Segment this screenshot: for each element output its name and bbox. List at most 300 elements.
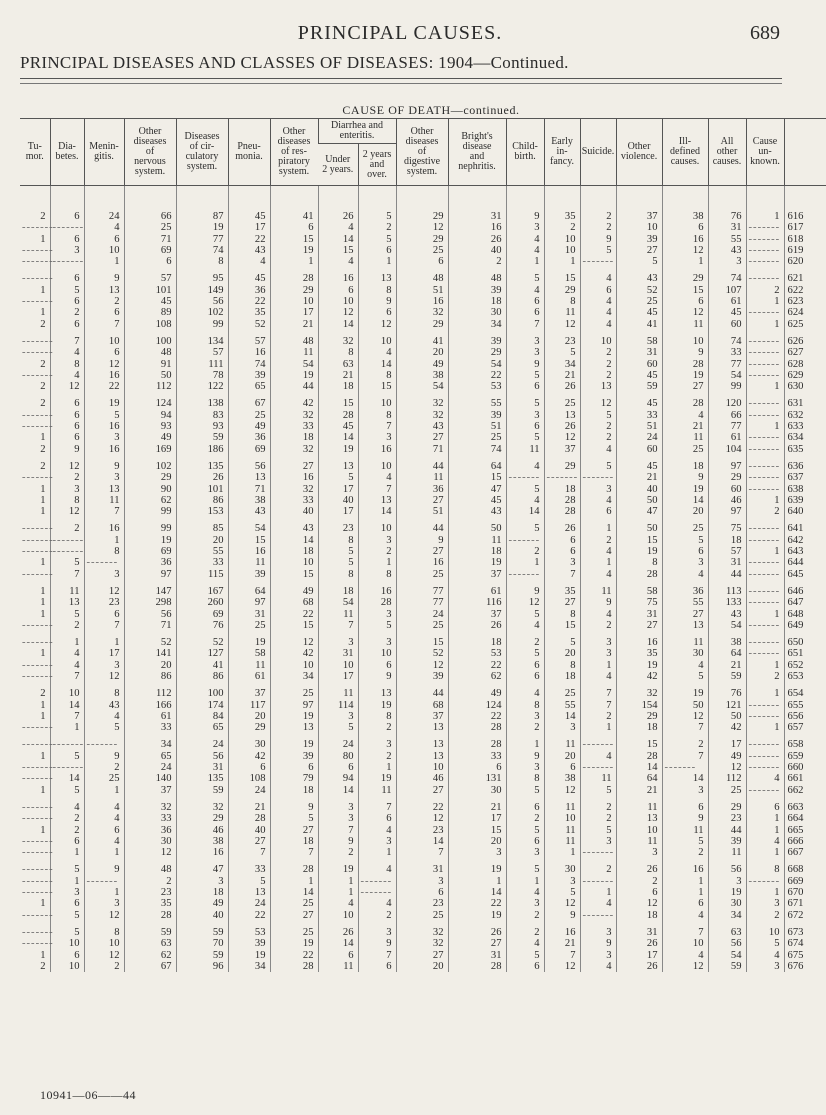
table-cell: 4: [358, 825, 396, 836]
table-cell: 33: [270, 495, 318, 506]
table-cell: 59: [708, 961, 746, 972]
table-cell: 39: [396, 671, 448, 682]
table-cell: 60: [616, 444, 662, 455]
table-cell: -------: [746, 785, 784, 796]
table-cell: 26: [448, 234, 506, 245]
table-cell: 28: [616, 569, 662, 580]
table-cell: 4: [580, 307, 616, 318]
table-cell: 75: [616, 597, 662, 608]
table-cell: 56: [708, 938, 746, 949]
column-header: [784, 119, 826, 186]
table-row: [20, 461, 826, 472]
table-cell: 26: [544, 381, 580, 392]
table-cell: 15: [270, 569, 318, 580]
table-cell: 5: [358, 211, 396, 222]
table-cell: 16: [228, 347, 270, 358]
empty-cell: [544, 186, 580, 212]
table-cell: 1: [448, 876, 506, 887]
table-cell: 17: [228, 222, 270, 233]
table-cell: 15: [358, 381, 396, 392]
table-cell: 1: [40, 506, 46, 518]
table-cell: 14: [318, 234, 358, 245]
row-number: 656: [784, 711, 826, 722]
table-cell: 12: [396, 660, 448, 671]
table-cell: 15: [396, 637, 448, 648]
table-cell: 3: [580, 836, 616, 847]
table-cell: 108: [124, 319, 176, 330]
table-cell: -------: [22, 887, 54, 899]
table-cell: 9: [662, 813, 708, 824]
table-cell: 3: [662, 557, 708, 568]
table-cell: 40: [616, 484, 662, 495]
table-subtitle: PRINCIPAL DISEASES AND CLASSES OF DISEASES: 1904—Continued.: [20, 53, 569, 72]
table-cell: 3: [506, 898, 544, 909]
row-number: 650: [784, 637, 826, 648]
table-cell: 6: [358, 307, 396, 318]
table-cell: 5: [318, 557, 358, 568]
table-cell: 54: [228, 523, 270, 534]
table-cell: 16: [270, 472, 318, 483]
table-cell: 1: [580, 887, 616, 898]
table-cell: 4: [358, 347, 396, 358]
row-number: 636: [784, 461, 826, 472]
row-number: 669: [784, 876, 826, 887]
table-cell: 3: [506, 410, 544, 421]
table-cell: 12: [50, 506, 84, 517]
table-cell: 7: [84, 506, 124, 517]
table-cell: 4: [580, 319, 616, 330]
empty-cell: [358, 186, 396, 212]
table-cell: 94: [318, 773, 358, 784]
column-header: Other diseases of digestive system.: [396, 119, 448, 186]
table-cell: 12: [318, 307, 358, 318]
table-cell: 43: [84, 700, 124, 711]
table-cell: 20: [544, 751, 580, 762]
table-cell: 2: [84, 296, 124, 307]
table-cell: 25: [228, 620, 270, 631]
table-cell: 96: [176, 961, 228, 972]
table-cell: 18: [270, 546, 318, 557]
table-cell: 5: [50, 927, 84, 938]
table-cell: 3: [318, 711, 358, 722]
table-cell: 186: [176, 444, 228, 455]
table-row: [20, 898, 826, 909]
table-cell: -------: [580, 910, 616, 921]
table-cell: 112: [708, 773, 746, 784]
table-cell: 74: [448, 444, 506, 455]
table-cell: 58: [228, 648, 270, 659]
table-cell: 97: [708, 461, 746, 472]
row-number: 642: [784, 535, 826, 546]
table-cell: 12: [50, 461, 84, 472]
table-cell: 13: [84, 285, 124, 296]
row-number: 627: [784, 347, 826, 358]
table-cell: 19: [84, 398, 124, 409]
table-cell: 7: [270, 847, 318, 858]
table-cell: 124: [124, 398, 176, 409]
column-header: Other diseases of res- piratory system.: [270, 119, 318, 186]
table-cell: 17: [84, 648, 124, 659]
table-row: [20, 546, 826, 557]
table-cell: 54: [396, 381, 448, 392]
table-cell: 1: [746, 421, 784, 432]
table-cell: 21: [228, 802, 270, 813]
table-cell: 14: [616, 762, 662, 773]
table-cell: 10: [662, 336, 708, 347]
table-cell: 4: [580, 495, 616, 506]
table-cell: 6: [84, 347, 124, 358]
table-row: [20, 597, 826, 608]
table-cell: 5: [616, 256, 662, 267]
table-cell: -------: [746, 461, 784, 472]
table-cell: 6: [318, 285, 358, 296]
table-cell: 8: [318, 347, 358, 358]
table-cell: 11: [580, 773, 616, 784]
table-cell: 31: [448, 211, 506, 222]
table-cell: 3: [506, 847, 544, 858]
table-cell: 35: [228, 307, 270, 318]
table-cell: 36: [124, 825, 176, 836]
table-cell: 90: [124, 484, 176, 495]
table-cell: 6: [270, 762, 318, 773]
table-cell: -------: [22, 926, 54, 938]
table-cell: 8: [746, 864, 784, 875]
table-cell: 36: [228, 432, 270, 443]
empty-cell: [270, 186, 318, 212]
table-cell: 10: [318, 660, 358, 671]
table-cell: 32: [396, 410, 448, 421]
table-row: [20, 739, 826, 750]
table-cell: 1: [40, 824, 46, 836]
row-number: 616: [784, 211, 826, 222]
table-cell: 7: [318, 620, 358, 631]
table-cell: 16: [358, 444, 396, 455]
table-cell: 18: [270, 432, 318, 443]
table-cell: 24: [318, 739, 358, 750]
table-cell: 17: [318, 506, 358, 517]
table-cell: 49: [228, 421, 270, 432]
empty-cell: [228, 186, 270, 212]
table-cell: 8: [358, 711, 396, 722]
table-cell: 31: [616, 927, 662, 938]
table-cell: 2: [746, 671, 784, 682]
table-cell: 42: [270, 648, 318, 659]
row-number: 649: [784, 620, 826, 631]
table-cell: 54: [318, 597, 358, 608]
table-cell: 49: [270, 586, 318, 597]
table-cell: 2: [580, 211, 616, 222]
table-cell: 2: [580, 802, 616, 813]
table-cell: 27: [396, 950, 448, 961]
table-cell: 26: [448, 620, 506, 631]
table-cell: 17: [318, 671, 358, 682]
table-cell: -------: [22, 835, 54, 847]
table-cell: 7: [50, 336, 84, 347]
table-cell: 86: [176, 671, 228, 682]
table-cell: -------: [50, 546, 84, 557]
table-cell: 47: [616, 506, 662, 517]
table-cell: 25: [616, 296, 662, 307]
table-cell: -------: [746, 751, 784, 762]
table-cell: 43: [228, 506, 270, 517]
table-cell: 25: [270, 898, 318, 909]
table-cell: 4: [50, 648, 84, 659]
table-cell: -------: [580, 256, 616, 267]
table-cell: 15: [270, 620, 318, 631]
table-cell: -------: [746, 648, 784, 659]
row-number: 651: [784, 648, 826, 659]
table-cell: 15: [616, 535, 662, 546]
table-cell: 28: [544, 495, 580, 506]
column-header: Bright's disease and nephritis.: [448, 119, 506, 186]
table-cell: 11: [616, 836, 662, 847]
table-cell: 5: [506, 432, 544, 443]
table-cell: 9: [580, 938, 616, 949]
table-cell: 6: [580, 285, 616, 296]
table-cell: 34: [448, 319, 506, 330]
table-cell: 2: [40, 443, 46, 455]
table-cell: 7: [662, 722, 708, 733]
table-cell: 71: [124, 620, 176, 631]
table-row: [20, 620, 826, 631]
table-cell: 111: [176, 359, 228, 370]
table-cell: 22: [270, 609, 318, 620]
table-cell: 62: [448, 671, 506, 682]
table-cell: 8: [616, 557, 662, 568]
table-cell: 89: [124, 307, 176, 318]
table-cell: 40: [448, 245, 506, 256]
table-cell: 3: [506, 222, 544, 233]
table-cell: 7: [50, 711, 84, 722]
row-number: 655: [784, 700, 826, 711]
table-cell: 14: [662, 773, 708, 784]
table-cell: 13: [580, 381, 616, 392]
table-cell: 76: [708, 211, 746, 222]
table-row: [20, 876, 826, 887]
table-cell: 77: [708, 359, 746, 370]
table-cell: 54: [270, 359, 318, 370]
table-cell: 4: [662, 660, 708, 671]
table-cell: 24: [84, 211, 124, 222]
table-cell: 10: [358, 398, 396, 409]
table-cell: 1: [746, 296, 784, 307]
table-cell: 25: [448, 432, 506, 443]
table-cell: 27: [616, 245, 662, 256]
table-cell: 16: [396, 296, 448, 307]
table-cell: 16: [396, 557, 448, 568]
table-row: [20, 410, 826, 421]
table-cell: 32: [396, 938, 448, 949]
table-cell: 12: [662, 711, 708, 722]
table-cell: 51: [396, 285, 448, 296]
table-cell: 27: [396, 495, 448, 506]
table-cell: 31: [616, 609, 662, 620]
table-cell: -------: [580, 876, 616, 887]
table-cell: 65: [124, 751, 176, 762]
table-cell: -------: [746, 557, 784, 568]
table-cell: 6: [50, 319, 84, 330]
table-cell: 19: [270, 370, 318, 381]
table-cell: 102: [124, 461, 176, 472]
table-cell: 31: [318, 648, 358, 659]
table-cell: 43: [228, 245, 270, 256]
table-body: [20, 186, 826, 973]
table-cell: 12: [544, 319, 580, 330]
table-cell: 21: [544, 938, 580, 949]
table-cell: 37: [396, 711, 448, 722]
table-cell: 3: [84, 660, 124, 671]
table-header: [20, 119, 826, 186]
table-cell: 8: [358, 370, 396, 381]
table-cell: 40: [318, 495, 358, 506]
table-cell: 4: [662, 410, 708, 421]
table-cell: 42: [708, 722, 746, 733]
table-cell: 14: [358, 506, 396, 517]
table-cell: 10: [50, 938, 84, 949]
table-cell: 6: [506, 671, 544, 682]
table-cell: 154: [616, 700, 662, 711]
table-cell: 2: [580, 222, 616, 233]
table-cell: 10: [270, 660, 318, 671]
table-cell: 9: [544, 910, 580, 921]
table-cell: 20: [396, 961, 448, 972]
table-cell: 1: [40, 710, 46, 722]
table-cell: 3: [580, 950, 616, 961]
table-cell: 67: [124, 961, 176, 972]
table-cell: 1: [40, 233, 46, 245]
table-cell: 38: [176, 836, 228, 847]
table-row: [20, 432, 826, 443]
table-cell: 59: [176, 927, 228, 938]
table-cell: 87: [176, 211, 228, 222]
table-cell: 77: [176, 234, 228, 245]
table-cell: 27: [448, 938, 506, 949]
table-row: [20, 938, 826, 949]
table-cell: 2: [506, 927, 544, 938]
table-cell: 10: [358, 523, 396, 534]
table-cell: -------: [22, 369, 54, 381]
table-cell: 135: [176, 773, 228, 784]
table-cell: 76: [176, 620, 228, 631]
table-cell: -------: [746, 347, 784, 358]
table-cell: 1: [506, 557, 544, 568]
row-number: 617: [784, 222, 826, 233]
table-cell: 15: [662, 285, 708, 296]
table-cell: 9: [662, 347, 708, 358]
table-cell: 1: [40, 648, 46, 660]
table-cell: -------: [22, 296, 54, 308]
table-cell: 4: [506, 620, 544, 631]
table-cell: 21: [448, 802, 506, 813]
table-cell: 59: [708, 671, 746, 682]
table-cell: 6: [50, 950, 84, 961]
table-cell: 4: [746, 836, 784, 847]
table-cell: 5: [580, 461, 616, 472]
table-cell: 5: [506, 273, 544, 284]
table-cell: 9: [506, 751, 544, 762]
table-cell: 12: [662, 307, 708, 318]
table-cell: 38: [662, 211, 708, 222]
table-cell: 29: [544, 285, 580, 296]
table-row: [20, 700, 826, 711]
table-cell: 8: [50, 359, 84, 370]
table-cell: 25: [544, 688, 580, 699]
table-cell: 8: [358, 569, 396, 580]
table-cell: 21: [616, 472, 662, 483]
table-cell: 43: [448, 506, 506, 517]
table-cell: 3: [358, 637, 396, 648]
table-cell: 6: [50, 398, 84, 409]
table-cell: 52: [176, 637, 228, 648]
row-number: 676: [784, 961, 826, 972]
table-cell: 9: [506, 211, 544, 222]
table-cell: 34: [270, 671, 318, 682]
table-cell: 51: [396, 506, 448, 517]
table-cell: -------: [746, 222, 784, 233]
table-cell: 64: [228, 586, 270, 597]
table-cell: 91: [124, 359, 176, 370]
table-cell: 29: [708, 802, 746, 813]
table-cell: 24: [616, 432, 662, 443]
table-cell: 35: [544, 586, 580, 597]
table-cell: 15: [270, 234, 318, 245]
table-cell: 134: [176, 336, 228, 347]
table-cell: 3: [616, 847, 662, 858]
table-cell: 10: [616, 825, 662, 836]
table-cell: 5: [544, 347, 580, 358]
table-cell: 34: [708, 910, 746, 921]
table-cell: 14: [50, 773, 84, 784]
table-row: [20, 773, 826, 784]
table-cell: 44: [270, 381, 318, 392]
table-cell: 22: [448, 370, 506, 381]
table-cell: 5: [662, 535, 708, 546]
table-row: [20, 336, 826, 347]
empty-cell: [124, 186, 176, 212]
table-cell: 5: [50, 285, 84, 296]
table-cell: 3: [708, 876, 746, 887]
row-number: 637: [784, 472, 826, 483]
table-cell: 61: [708, 296, 746, 307]
table-cell: 6: [544, 762, 580, 773]
table-cell: 6: [358, 961, 396, 972]
table-cell: 26: [544, 523, 580, 534]
row-number: 623: [784, 296, 826, 307]
table-cell: 39: [448, 285, 506, 296]
table-cell: 38: [708, 637, 746, 648]
table-cell: 26: [318, 211, 358, 222]
table-cell: 16: [448, 222, 506, 233]
table-row: [20, 671, 826, 682]
table-cell: 23: [318, 523, 358, 534]
table-cell: 56: [176, 751, 228, 762]
table-cell: 20: [448, 836, 506, 847]
table-cell: 166: [124, 700, 176, 711]
table-cell: 4: [84, 222, 124, 233]
table-cell: 41: [396, 336, 448, 347]
table-cell: 11: [544, 739, 580, 750]
table-cell: 99: [176, 319, 228, 330]
table-cell: 140: [124, 773, 176, 784]
table-cell: 17: [616, 950, 662, 961]
table-cell: 16: [176, 847, 228, 858]
table-cell: 4: [506, 461, 544, 472]
table-cell: 4: [84, 802, 124, 813]
row-number: 622: [784, 285, 826, 296]
table-cell: 54: [708, 950, 746, 961]
row-number: 671: [784, 898, 826, 909]
column-header: Suicide.: [580, 119, 616, 186]
